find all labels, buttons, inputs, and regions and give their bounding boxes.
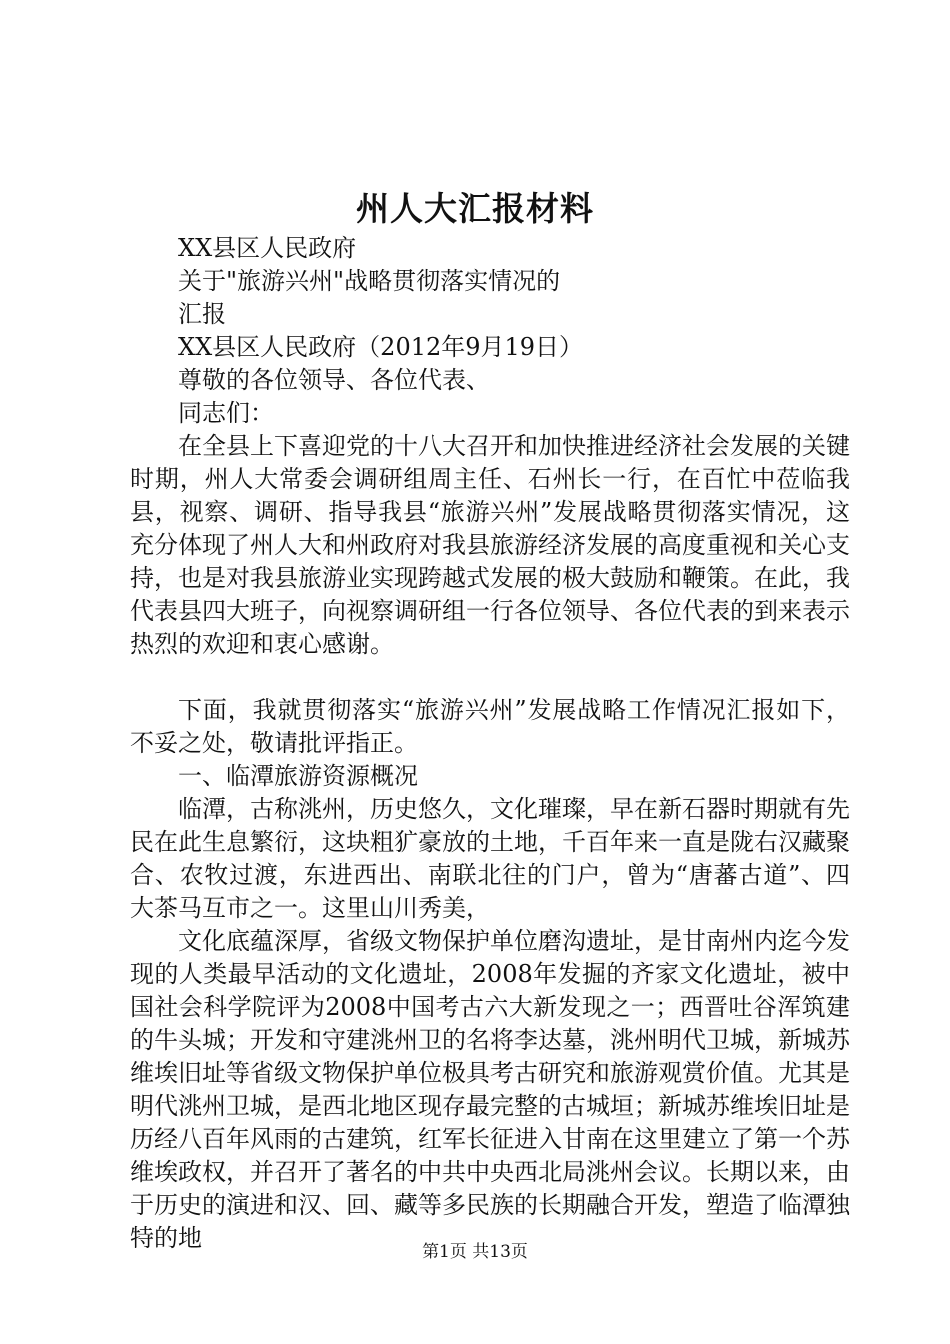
- salutation-line-comrades: 同志们：: [178, 399, 274, 427]
- header-line-subject: 关于"旅游兴州"战略贯彻落实情况的: [178, 267, 561, 295]
- paragraph-spacer: [130, 661, 850, 694]
- paragraph-intro: 下面，我就贯彻落实“旅游兴州”发展战略工作情况汇报如下，不妥之处，敬请批评指正。: [130, 696, 850, 757]
- document-title: 州人大汇报材料: [356, 189, 594, 228]
- section-heading: 一、临潭旅游资源概况: [178, 762, 418, 790]
- header-line-issuer: XX县区人民政府: [178, 234, 357, 262]
- salutation-line: 尊敬的各位领导、各位代表、: [178, 366, 490, 394]
- paragraph-culture: 文化底蕴深厚，省级文物保护单位磨沟遗址，是甘南州内迄今发现的人类最早活动的文化遗址，2008年发掘的齐家文化遗址，被中国社会科学院评为2008中国考古六大新发现之一；西晋吐谷浑筑建的牛头城；开发和守建洮州卫的名将李达墓，洮州明代卫城，新城苏维埃旧址等省级文物保护单位极具考古研究和旅游观赏价值。尤其是明代洮州卫城，是西北地区现存最完整的古城垣；新城苏维埃旧址是历经八百年风雨的古建筑，红军长征进入甘南在这里建立了第一个苏维埃政权，并召开了著名的中共中央西北局洮州会议。长期以来，由于历史的演进和汉、回、藏等多民族的长期融合开发，塑造了临潭独特的地: [130, 927, 850, 1252]
- document-body: [130, 232, 850, 1255]
- paragraph-welcome: 在全县上下喜迎党的十八大召开和加快推进经济社会发展的关键时期，州人大常委会调研组周主任、石州长一行，在百忙中莅临我县，视察、调研、指导我县“旅游兴州”发展战略贯彻落实情况，这充分体现了州人大和州政府对我县旅游经济发展的高度重视和关心支持，也是对我县旅游业实现跨越式发展的极大鼓励和鞭策。在此，我代表县四大班子，向视察调研组一行各位领导、各位代表的到来表示热烈的欢迎和衷心感谢。: [130, 432, 850, 658]
- paragraph-history: 临潭，古称洮州，历史悠久，文化璀璨，早在新石器时期就有先民在此生息繁衍，这块粗犷豪放的土地，千百年来一直是陇右汉藏聚合、农牧过渡，东进西出、南联北往的门户，曾为“唐蕃古道”、四大茶马互市之一。这里山川秀美，: [130, 795, 850, 922]
- page-number-footer: 第1页 共13页: [422, 1242, 528, 1262]
- header-line-date: XX县区人民政府（2012年9月19日）: [178, 333, 584, 361]
- header-line-report: 汇报: [178, 300, 226, 328]
